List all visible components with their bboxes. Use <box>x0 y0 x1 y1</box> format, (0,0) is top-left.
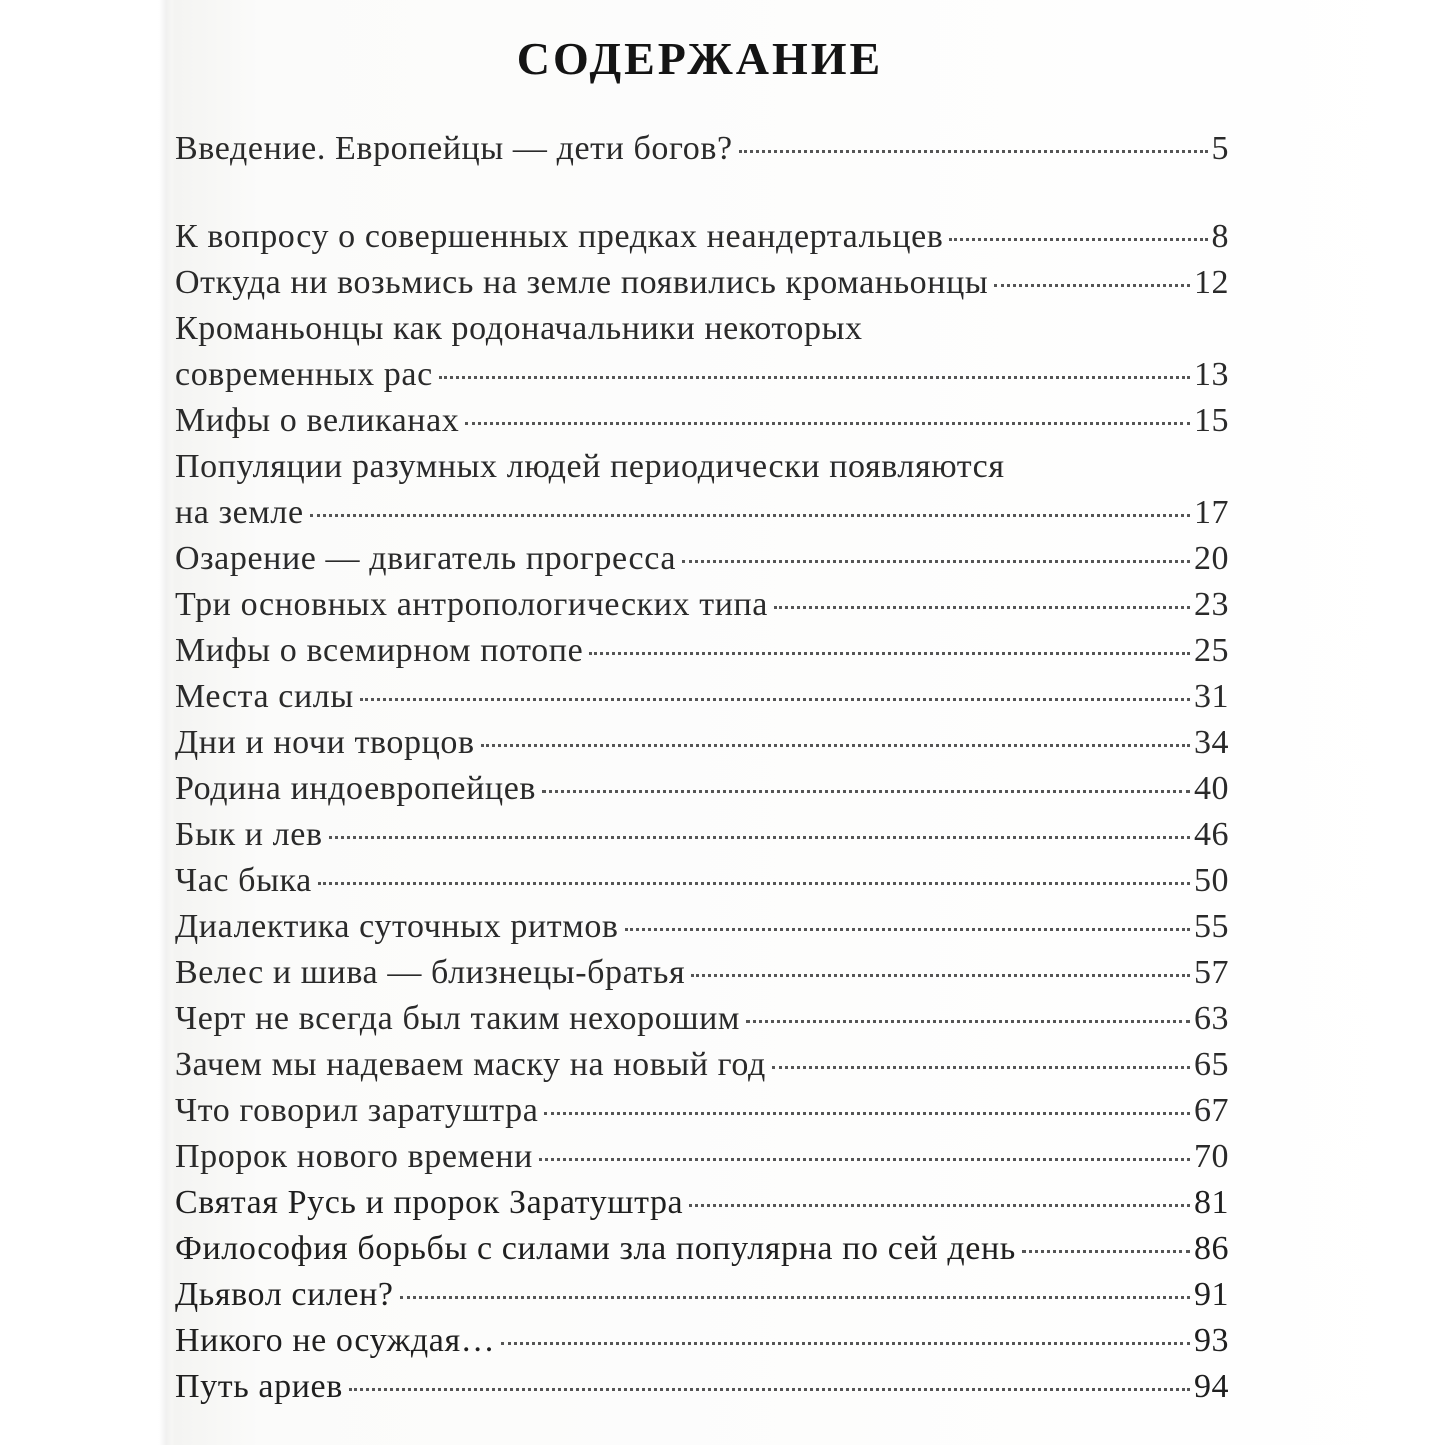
toc-page-number: 67 <box>1194 1092 1229 1129</box>
dot-leader <box>691 974 1190 977</box>
toc-entry-label: Откуда ни возьмись на земле появились кроманьонцы <box>175 264 989 301</box>
toc-entry <box>175 812 1229 858</box>
toc-page-number: 12 <box>1194 264 1229 301</box>
toc-entry-first-line <box>175 444 1229 490</box>
toc-entry <box>175 260 1229 306</box>
toc-entry <box>175 214 1229 260</box>
toc-entry <box>175 1042 1229 1088</box>
toc-entry <box>175 950 1229 996</box>
toc-entry-label: Никого не осуждая… <box>175 1322 496 1359</box>
page-gutter-shadow <box>158 0 172 1445</box>
toc-entry-label: Озарение — двигатель прогресса <box>175 540 677 577</box>
toc-entry <box>175 1088 1229 1134</box>
toc-entry-label: Места силы <box>175 678 354 715</box>
toc-entry-label: Мифы о всемирном потопе <box>175 632 584 669</box>
dot-leader <box>539 1158 1190 1161</box>
dot-leader <box>682 560 1190 563</box>
toc-page-number: 40 <box>1194 770 1229 807</box>
toc-page-number: 81 <box>1194 1184 1229 1221</box>
toc-entry <box>175 674 1229 720</box>
toc-page-number: 25 <box>1194 632 1229 669</box>
toc-entry <box>175 1180 1229 1226</box>
toc-entry-label: Черт не всегда был таким нехорошим <box>175 1000 741 1037</box>
toc-page-number: 5 <box>1211 130 1229 167</box>
toc-entry <box>175 858 1229 904</box>
dot-leader <box>1022 1250 1190 1253</box>
toc-entry-label: Пророк нового времени <box>175 1138 533 1175</box>
toc-entry <box>175 904 1229 950</box>
toc-page-number: 55 <box>1194 908 1229 945</box>
toc-entry-label: Зачем мы надеваем маску на новый год <box>175 1046 766 1083</box>
toc-entry <box>175 1318 1229 1364</box>
toc-page-number: 91 <box>1194 1276 1229 1313</box>
toc-page-number: 70 <box>1194 1138 1229 1175</box>
toc-entry-label: Час быка <box>175 862 312 899</box>
toc-entry-label: Святая Русь и пророк Заратуштра <box>175 1184 684 1221</box>
dot-leader <box>318 882 1190 885</box>
toc-entry <box>175 1134 1229 1180</box>
dot-leader <box>501 1342 1190 1345</box>
toc-page-number: 34 <box>1194 724 1229 761</box>
dot-leader <box>542 790 1190 793</box>
toc-entry <box>175 996 1229 1042</box>
dot-leader <box>360 698 1190 701</box>
toc-entry-label: Популяции разумных людей периодически появляются <box>175 448 1005 485</box>
toc-entry <box>175 1272 1229 1318</box>
toc-page-number: 15 <box>1194 402 1229 439</box>
toc-entry-introduction <box>175 126 1229 172</box>
toc-entry <box>175 1226 1229 1272</box>
toc-page-number: 57 <box>1194 954 1229 991</box>
dot-leader <box>439 376 1190 379</box>
dot-leader <box>739 150 1208 153</box>
dot-leader <box>589 652 1190 655</box>
dot-leader <box>689 1204 1190 1207</box>
toc-page-number: 8 <box>1211 218 1229 255</box>
toc-entry-label-continuation: современных рас <box>175 356 433 393</box>
toc-entry-continuation <box>175 352 1229 398</box>
dot-leader <box>949 238 1207 241</box>
toc-page-number: 65 <box>1194 1046 1229 1083</box>
toc-entry-label: Мифы о великанах <box>175 402 460 439</box>
toc-entry-label: Велес и шива — близнецы-братья <box>175 954 686 991</box>
toc-entry-label: Дни и ночи творцов <box>175 724 475 761</box>
toc-entry-label: К вопросу о совершенных предках неандертальцев <box>175 218 944 255</box>
page-title: СОДЕРЖАНИЕ <box>516 33 884 84</box>
toc-page-number: 17 <box>1194 494 1229 531</box>
toc-page-number: 20 <box>1194 540 1229 577</box>
toc-entry-label: Бык и лев <box>175 816 323 853</box>
toc-page-number: 31 <box>1194 678 1229 715</box>
dot-leader <box>746 1020 1190 1023</box>
toc-entry-label: Кроманьонцы как родоначальники некоторых <box>175 310 863 347</box>
toc-entry <box>175 582 1229 628</box>
toc-page-number: 13 <box>1194 356 1229 393</box>
table-of-contents <box>175 126 1229 1410</box>
toc-page-number: 46 <box>1194 816 1229 853</box>
dot-leader <box>310 514 1190 517</box>
toc-page-number: 23 <box>1194 586 1229 623</box>
toc-entry <box>175 536 1229 582</box>
dot-leader <box>625 928 1190 931</box>
toc-entry-label-continuation: на земле <box>175 494 304 531</box>
toc-entry-label: Диалектика суточных ритмов <box>175 908 619 945</box>
toc-entry <box>175 1364 1229 1410</box>
toc-entry <box>175 766 1229 812</box>
dot-leader <box>329 836 1190 839</box>
toc-page-number: 93 <box>1194 1322 1229 1359</box>
dot-leader <box>772 1066 1190 1069</box>
toc-page-number: 86 <box>1194 1230 1229 1267</box>
toc-page-number: 50 <box>1194 862 1229 899</box>
dot-leader <box>465 422 1190 425</box>
toc-page-number: 63 <box>1194 1000 1229 1037</box>
toc-entry-label: Введение. Европейцы — дети богов? <box>175 130 733 167</box>
toc-entry <box>175 398 1229 444</box>
dot-leader <box>544 1112 1190 1115</box>
toc-page-number: 94 <box>1194 1368 1229 1405</box>
toc-entry-first-line <box>175 306 1229 352</box>
dot-leader <box>994 284 1190 287</box>
toc-entry-label: Что говорил заратуштра <box>175 1092 539 1129</box>
toc-entry <box>175 628 1229 674</box>
dot-leader <box>774 606 1190 609</box>
toc-entry-label: Родина индоевропейцев <box>175 770 537 807</box>
toc-entry-label: Философия борьбы с силами зла популярна по сей день <box>175 1230 1016 1267</box>
dot-leader <box>481 744 1190 747</box>
toc-entry-continuation <box>175 490 1229 536</box>
dot-leader <box>349 1388 1190 1391</box>
dot-leader <box>400 1296 1190 1299</box>
toc-entry <box>175 720 1229 766</box>
toc-entry-label: Путь ариев <box>175 1368 343 1405</box>
toc-entry-label: Дьявол силен? <box>175 1276 394 1313</box>
toc-entry-label: Три основных антропологических типа <box>175 586 768 623</box>
